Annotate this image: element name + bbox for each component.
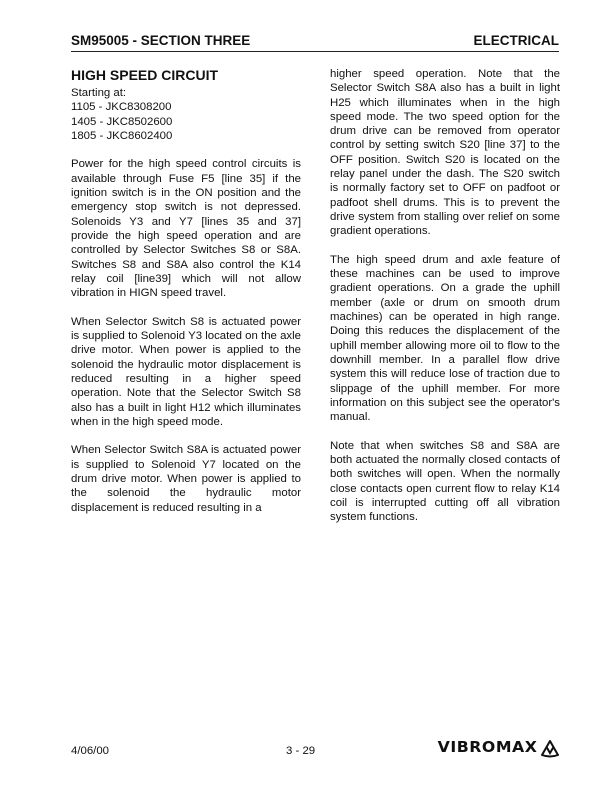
paragraph: higher speed operation. Note that the Selector Switch S8A also has a built in light H25 which illuminates when in the high speed mode. The two speed option for the drum drive can be removed from operator control by setting switch S20 [line 37] to the OFF position. Switch S20 is located on the relay panel under the dash. The S20 switch is normally factory set to OFF on padfoot or padfoot shell drums. This is to prevent the drive system from stalling over relief on some gradient operations. xyxy=(330,68,560,238)
vibromax-logo-icon xyxy=(540,739,560,759)
paragraph: When Selector Switch S8 is actuated power is supplied to Solenoid Y3 located on the axle drive motor. When power is applied to the solenoid the hydraulic motor displacement is reduced resulting in a higher speed operation. Note that the Selector Switch S8 also has a built in light H12 which illuminates when in the high speed mode. xyxy=(71,315,301,428)
right-column xyxy=(330,67,560,539)
paragraph: Power for the high speed control circuits is available through Fuse F5 [line 35] if the ignition switch is in the ON position and the emergency stop switch is not depressed. Solenoids Y3 and Y7 [lines 35 and 37] provide the high speed operation and are controlled by Selector Switches S8 or S8A. Switches S8 and S8A also control the K14 relay coil [line39] which will not allow vibration in HIGN speed travel. xyxy=(71,158,301,300)
section-title: HIGH SPEED CIRCUIT xyxy=(71,67,219,83)
starting-serials xyxy=(71,86,301,143)
serial: 1405 - JKC8502600 xyxy=(71,115,173,128)
header-section: SM95005 - SECTION THREE xyxy=(71,33,251,48)
paragraph: When Selector Switch S8A is actuated power is supplied to Solenoid Y7 located on the drum drive motor. When power is applied to the solenoid the hydraulic motor displacement is reduced resulting in a xyxy=(71,444,301,514)
left-column xyxy=(71,66,301,529)
paragraph: The high speed drum and axle feature of these machines can be used to improve gradient operations. On a grade the uphill member (axle or drum on smooth drum machines) can be operated in high range. Doing this reduces the displacement of the uphill member allowing more oil to flow to the downhill member. In a parallel flow drive system this will reduce lose of traction due to slippage of the uphill member. For more information on this subject see the operator's manual. xyxy=(330,253,560,424)
starting-label: Starting at: xyxy=(71,87,127,99)
page-number: 3 - 29 xyxy=(286,745,316,757)
footer-date: 4/06/00 xyxy=(71,745,110,757)
serial: 1105 - JKC8308200 xyxy=(71,101,172,114)
serial: 1805 - JKC8602400 xyxy=(71,129,173,142)
page-header xyxy=(71,31,559,52)
paragraph: Note that when switches S8 and S8A are both actuated the normally closed contacts of both switches will open. When the normally close contacts open current flow to relay K14 coil is interrupted cutting off all vibration system functions. xyxy=(330,439,560,524)
header-chapter: ELECTRICAL xyxy=(473,33,559,48)
vibromax-logo: VIBROMAX xyxy=(437,738,538,756)
